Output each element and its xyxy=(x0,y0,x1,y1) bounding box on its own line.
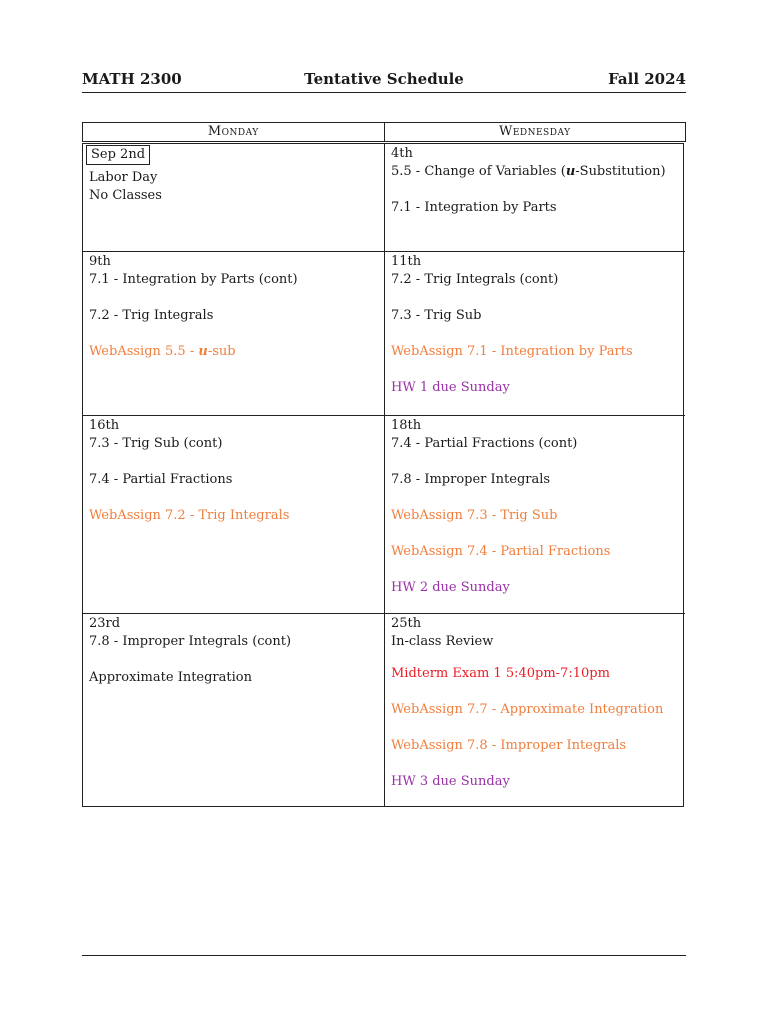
cell-date: 11th xyxy=(391,254,422,269)
topic-item xyxy=(391,163,679,181)
homework-item: HW 2 due Sunday xyxy=(391,580,510,595)
webassign-item: WebAssign 7.8 - Improper Integrals xyxy=(391,738,627,753)
column-header-wednesday: Wednesday xyxy=(384,123,686,141)
exam-item: Midterm Exam 1 5:40pm-7:10pm xyxy=(391,666,610,681)
cell-week4-monday xyxy=(83,613,384,806)
item-spacer xyxy=(89,325,378,343)
schedule-table xyxy=(82,143,684,807)
cell-week2-monday xyxy=(83,251,384,415)
topic-item: 7.2 - Trig Integrals xyxy=(89,308,214,323)
item-spacer xyxy=(89,453,378,471)
webassign-item xyxy=(89,343,378,361)
topic-item: Labor Day xyxy=(89,170,158,185)
variable-u: u xyxy=(565,164,576,179)
item-spacer xyxy=(391,755,679,773)
cell-week4-wednesday xyxy=(384,613,685,806)
item-spacer xyxy=(391,683,679,701)
topic-item: 7.4 - Partial Fractions (cont) xyxy=(391,436,578,451)
topic-item: 7.4 - Partial Fractions xyxy=(89,472,233,487)
topic-item: 7.2 - Trig Integrals (cont) xyxy=(391,272,559,287)
item-spacer xyxy=(89,489,378,507)
item-text-post: -Substitution) xyxy=(575,164,666,179)
webassign-item: WebAssign 7.4 - Partial Fractions xyxy=(391,544,611,559)
item-spacer xyxy=(391,325,679,343)
topic-item: 7.3 - Trig Sub xyxy=(391,308,482,323)
header-rule xyxy=(82,92,686,93)
item-text-pre: WebAssign 5.5 - xyxy=(89,344,199,359)
column-header-monday: Monday xyxy=(207,124,259,139)
item-spacer xyxy=(391,489,679,507)
homework-item: HW 1 due Sunday xyxy=(391,380,510,395)
course-code: MATH 2300 xyxy=(82,70,182,88)
topic-item: No Classes xyxy=(89,188,162,203)
item-text-post: -sub xyxy=(207,344,236,359)
topic-item: In-class Review xyxy=(391,634,494,649)
page-header xyxy=(82,70,686,90)
homework-item: HW 3 due Sunday xyxy=(391,774,510,789)
variable-u: u xyxy=(198,344,208,359)
cell-week2-wednesday xyxy=(384,251,685,415)
cell-date: 9th xyxy=(89,254,111,269)
item-spacer xyxy=(391,181,679,199)
topic-item: Approximate Integration xyxy=(89,670,252,685)
item-spacer xyxy=(391,289,679,307)
document-title: Tentative Schedule xyxy=(304,70,464,88)
topic-item: 7.8 - Improper Integrals xyxy=(391,472,551,487)
column-headers xyxy=(82,122,686,142)
item-spacer xyxy=(89,289,378,307)
term-label: Fall 2024 xyxy=(608,70,686,88)
topic-item: 7.8 - Improper Integrals (cont) xyxy=(89,634,292,649)
webassign-item: WebAssign 7.7 - Approximate Integration xyxy=(391,702,664,717)
footer-rule xyxy=(82,955,686,956)
webassign-item: WebAssign 7.2 - Trig Integrals xyxy=(89,508,290,523)
topic-item: 7.1 - Integration by Parts (cont) xyxy=(89,272,298,287)
topic-item: 7.3 - Trig Sub (cont) xyxy=(89,436,223,451)
cell-date: 18th xyxy=(391,418,422,433)
webassign-item: WebAssign 7.3 - Trig Sub xyxy=(391,508,558,523)
item-spacer xyxy=(391,453,679,471)
cell-date: 4th xyxy=(391,146,413,161)
topic-item: 7.1 - Integration by Parts xyxy=(391,200,557,215)
item-spacer xyxy=(391,561,679,579)
item-spacer xyxy=(391,525,679,543)
item-spacer xyxy=(391,719,679,737)
cell-date: 16th xyxy=(89,418,120,433)
webassign-item: WebAssign 7.1 - Integration by Parts xyxy=(391,344,633,359)
cell-week3-wednesday xyxy=(384,415,685,613)
item-spacer xyxy=(89,651,378,669)
cell-week1-monday xyxy=(83,144,384,251)
cell-date: Sep 2nd xyxy=(86,145,150,165)
cell-week3-monday xyxy=(83,415,384,613)
cell-date: 25th xyxy=(391,616,422,631)
item-spacer xyxy=(391,361,679,379)
cell-date: 23rd xyxy=(89,616,121,631)
item-text-pre: 5.5 - Change of Variables ( xyxy=(391,164,566,179)
cell-week1-wednesday xyxy=(384,144,685,251)
